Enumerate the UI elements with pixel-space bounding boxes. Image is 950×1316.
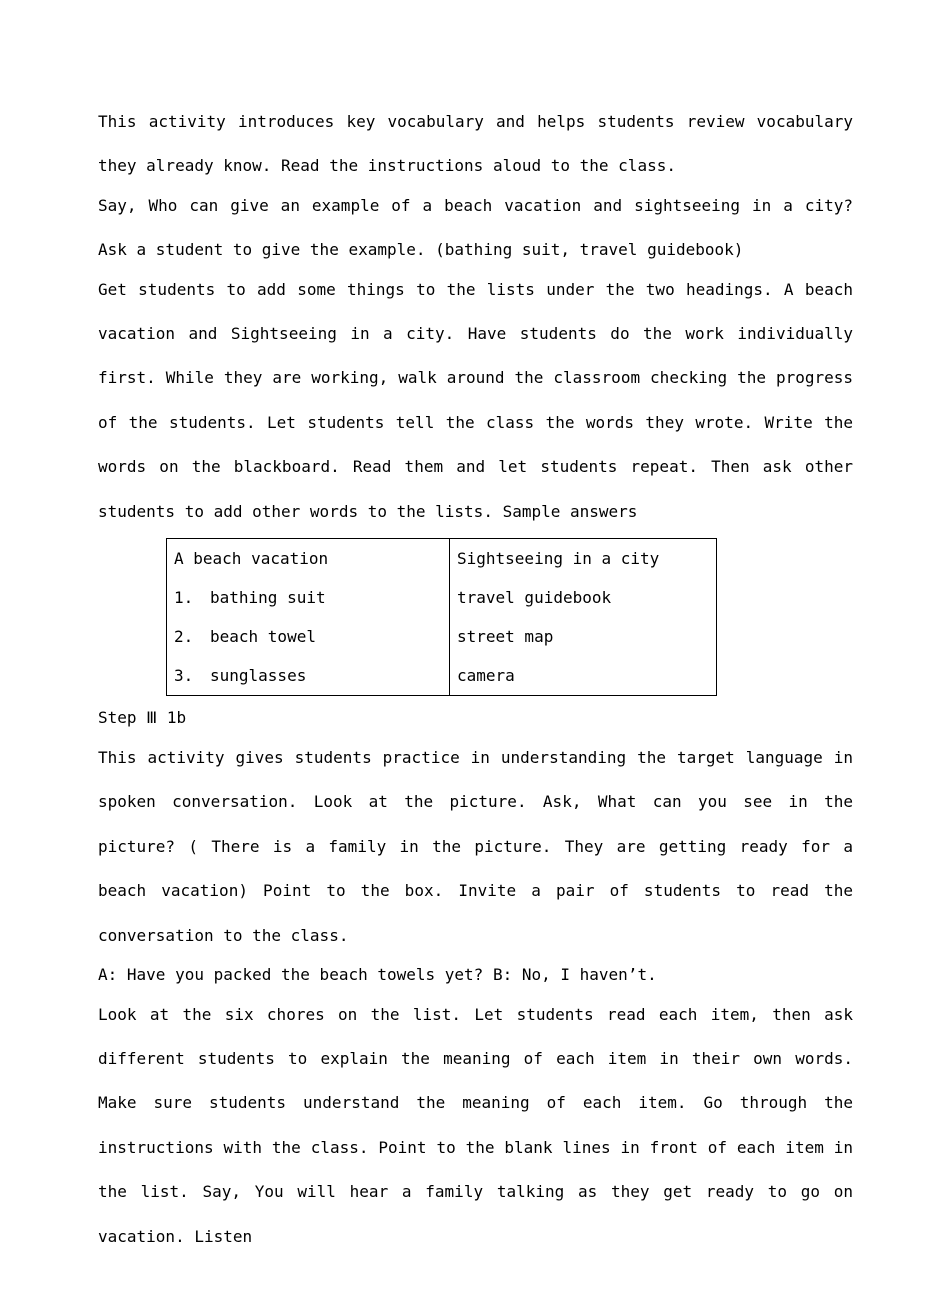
table-cell [174,578,442,617]
sample-answers-table [166,538,717,696]
sample-answers-table-wrapper [166,538,853,696]
table-cell [174,656,442,695]
beach-item: beach towel [210,627,316,647]
paragraph-add-things: Get students to add some things to the lists under the two headings. A beach vacation and Sightseeing in a city. Have students do the work individually first. While they are working, walk around the classroom checking the progress of the students. Let students tell the class the words they wrote. Write the words on the blackboard. Read them and let students repeat. Then ask other students to add other words to the lists. Sample answers [98,279,853,521]
paragraph-say-example: Say, Who can give an example of a beach vacation and sightseeing in a city? Ask a student to give the example. (bathing suit, travel guidebook) [98,195,853,260]
table-row [167,539,717,696]
sightseeing-item: camera [457,666,515,686]
table-column-beach [167,539,450,696]
item-number: 1. [174,588,194,608]
paragraph-activity-1b: This activity gives students practice in understanding the target language in spoken conversation. Look at the picture. Ask, What can you see in the picture? ( There is a family in the picture. They are getting ready for a beach vacation) Point to the box. Invite a pair of students to read the conversation to the class. [98,748,853,945]
table-header-sightseeing: Sightseeing in a city [457,549,660,569]
item-number: 2. [174,627,194,647]
table-cell [174,617,442,656]
table-column-sightseeing [450,539,717,696]
step-heading: Step Ⅲ 1b [98,708,187,728]
beach-item: sunglasses [210,666,307,686]
item-number: 3. [174,666,194,686]
sightseeing-item: travel guidebook [457,588,612,608]
beach-item: bathing suit [210,588,326,608]
table-header-beach: A beach vacation [174,549,329,569]
document-body [98,100,853,1259]
sightseeing-item: street map [457,627,554,647]
paragraph-conversation: A: Have you packed the beach towels yet? B: No, I haven’t. [98,965,657,985]
paragraph-chores: Look at the six chores on the list. Let students read each item, then ask different students to explain the meaning of each item in their own words. Make sure students understand the meaning of each item. Go through the instructions with the class. Point to the blank lines in front of each item in the list. Say, You will hear a family talking as they get ready to go on vacation. Listen [98,1004,853,1246]
paragraph-intro: This activity introduces key vocabulary and helps students review vocabulary they already know. Read the instructions aloud to the class. [98,112,853,176]
